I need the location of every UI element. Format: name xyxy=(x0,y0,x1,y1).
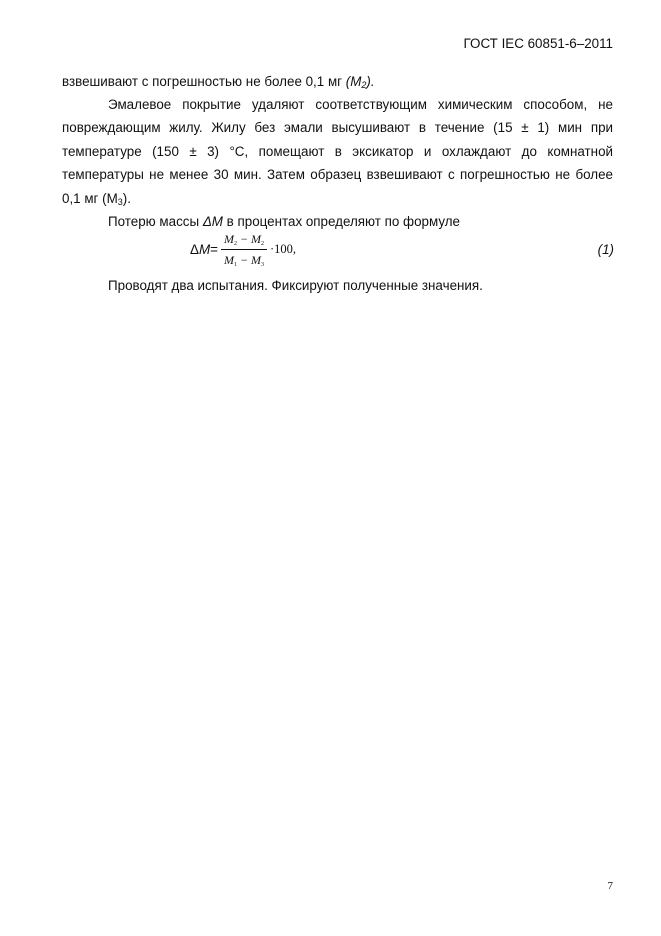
num-b: M xyxy=(251,232,262,246)
formula-lhs-var: M xyxy=(198,242,211,257)
num-a-sub: 2 xyxy=(233,241,237,247)
p1-text: взвешивают с погрешностью не более 0,1 мг xyxy=(62,74,346,89)
formula-lhs xyxy=(190,242,218,257)
formula-equals: = xyxy=(210,242,218,257)
num-minus: − xyxy=(236,232,252,246)
p1-var: (M xyxy=(345,74,362,89)
p2-sub: 3 xyxy=(117,196,123,207)
den-a: M xyxy=(223,253,234,267)
p1-sub: 2 xyxy=(361,80,367,90)
num-a: M xyxy=(223,232,234,246)
formula-numerator xyxy=(221,232,267,247)
p3-tail: в процентах определяют по формуле xyxy=(222,214,460,229)
fraction-bar xyxy=(221,249,267,250)
paragraph-two-tests: Проводят два испытания. Фиксируют полученные значения. xyxy=(108,278,483,293)
p1-close: ). xyxy=(366,74,375,89)
formula-multiplier: ·100, xyxy=(270,242,297,256)
p2-close: ). xyxy=(122,190,131,206)
formula-denominator xyxy=(221,253,267,268)
paragraph-mass-loss xyxy=(62,210,613,233)
document-header-code: ГОСТ IEC 60851-6–2011 xyxy=(463,36,613,51)
p3-delta: ΔM xyxy=(202,214,223,229)
p3-text: Потерю массы xyxy=(108,214,203,229)
p2-text: Эмалевое покрытие удаляют соответствующим химическим способом, не повреждающим жилу. Жилу без эмали высушивают в течение (15 ± 1) мин при температуре (150 ± 3) °С, помещают в эксикатор и охлаждают до комнатной температуры не менее 30 мин. Затем образец взвешивают с погрешностью не более 0,1 мг (M xyxy=(62,97,613,206)
den-b: M xyxy=(251,253,262,267)
mass-loss-formula xyxy=(190,232,614,274)
den-minus: − xyxy=(236,253,252,267)
equation-number: (1) xyxy=(597,242,614,257)
num-b-sub: 2 xyxy=(261,241,265,247)
page-number: 7 xyxy=(607,880,613,892)
paragraph-enamel-removal xyxy=(62,93,613,214)
den-b-sub: 3 xyxy=(261,262,265,268)
den-a-sub: 1 xyxy=(233,262,237,268)
formula-delta: Δ xyxy=(190,242,199,257)
